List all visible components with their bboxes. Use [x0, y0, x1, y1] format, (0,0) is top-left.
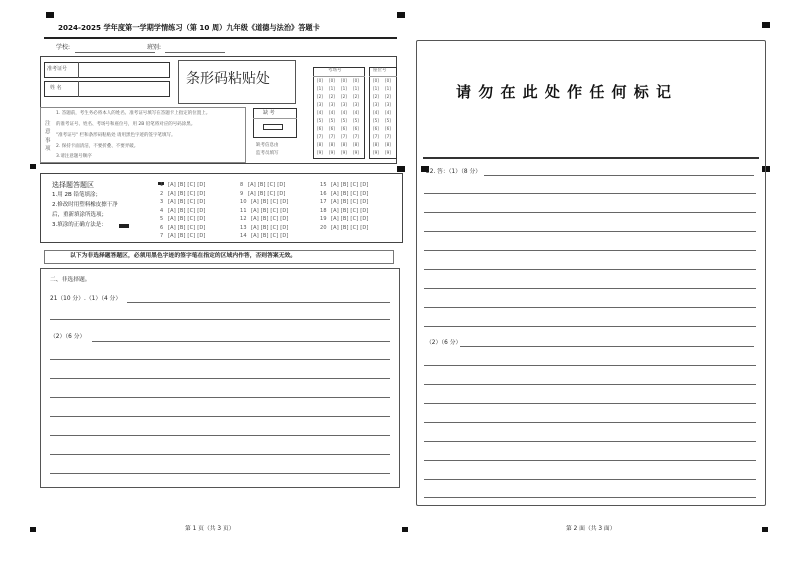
id-field[interactable] — [79, 63, 169, 77]
answer-line[interactable] — [424, 441, 756, 442]
choice-instruction: 后，重新填涂所选项； — [52, 212, 108, 218]
absent-label: 缺 考 — [263, 110, 275, 116]
note-line: "准考证号" 栏和条形码粘贴处 请用黑色字迹的签字笔填写。 — [56, 133, 176, 138]
question-number: 6 — [160, 224, 164, 231]
digit-bubble[interactable]: [7] — [373, 134, 379, 139]
filled-example — [119, 224, 129, 228]
answer-line[interactable] — [424, 231, 756, 232]
question-number: 15 — [320, 182, 327, 188]
digit-bubble[interactable]: [6] — [329, 126, 335, 131]
question-number: 1 — [160, 182, 164, 188]
digit-bubble[interactable]: [9] — [317, 150, 323, 155]
digit-bubble[interactable]: [2] — [329, 94, 335, 99]
choice-options[interactable]: [A] [B] [C] [D] — [168, 207, 206, 214]
digit-bubble[interactable]: [1] — [317, 86, 323, 91]
name-label: 姓 名 — [50, 85, 62, 91]
digit-bubble[interactable]: [0] — [385, 78, 391, 83]
digit-bubble[interactable]: [7] — [317, 134, 323, 139]
answer-line[interactable] — [127, 302, 390, 303]
choice-options[interactable]: [A] [B] [C] [D] — [331, 182, 369, 188]
digit-bubble[interactable]: [5] — [385, 118, 391, 123]
choice-instruction: 2.修改时用塑料橡皮擦干净 — [52, 202, 118, 208]
digit-bubble[interactable]: [5] — [317, 118, 323, 123]
question-number: 17 — [320, 199, 327, 205]
digit-bubble[interactable]: [6] — [385, 126, 391, 131]
digit-bubble[interactable]: [4] — [329, 110, 335, 115]
answer-line[interactable] — [424, 307, 756, 308]
digit-bubble[interactable]: [5] — [353, 118, 359, 123]
digit-bubble[interactable]: [9] — [373, 150, 379, 155]
choice-options[interactable]: [A] [B] [C] [D] — [168, 233, 206, 239]
question-number: 11 — [240, 207, 247, 214]
answer-line[interactable] — [424, 422, 756, 423]
digit-bubble[interactable]: [8] — [353, 142, 359, 147]
page-footer-1: 第 1 页（共 3 页） — [185, 526, 235, 532]
registration-mark — [402, 527, 408, 532]
digit-bubble[interactable]: [0] — [317, 78, 323, 83]
choice-options[interactable]: [A] [B] [C] [D] — [251, 199, 289, 205]
digit-bubble[interactable]: [5] — [373, 118, 379, 123]
digit-bubble[interactable]: [9] — [341, 150, 347, 155]
id-label: 准考证号 — [47, 66, 68, 72]
registration-mark — [46, 12, 54, 18]
answer-line[interactable] — [92, 341, 390, 342]
no-mark-notice: 请 勿 在 此 处 作 任 何 标 记 — [456, 83, 673, 101]
digit-bubble[interactable]: [6] — [353, 126, 359, 131]
choice-options[interactable]: [A] [B] [C] [D] — [331, 207, 369, 214]
digit-bubble[interactable]: [7] — [329, 134, 335, 139]
digit-bubble[interactable]: [7] — [385, 134, 391, 139]
answer-line[interactable] — [424, 250, 756, 251]
divider-rule — [423, 157, 759, 159]
choice-options[interactable]: [A] [B] [C] [D] — [331, 216, 369, 222]
absent-note: 缺考信息由 — [256, 143, 279, 148]
choice-options[interactable]: [A] [B] [C] [D] — [251, 216, 289, 222]
digit-bubble[interactable]: [3] — [341, 102, 347, 107]
answer-line[interactable] — [424, 193, 756, 194]
digit-bubble[interactable]: [3] — [385, 102, 391, 107]
choice-options[interactable]: [A] [B] [C] [D] — [248, 190, 286, 197]
digit-bubble[interactable]: [3] — [353, 102, 359, 107]
question-number: 4 — [160, 207, 164, 214]
question-number: 5 — [160, 216, 164, 222]
page-title: 2024-2025 学年度第一学期学情练习（第 10 周）九年级《道德与法治》答题卡 — [58, 23, 320, 32]
answer-line[interactable] — [50, 435, 390, 436]
note-line: 3.请注意题号顺序 — [56, 154, 92, 159]
section-heading: 二、非选择题。 — [50, 277, 91, 283]
registration-mark — [30, 164, 36, 169]
question-number: 9 — [240, 190, 244, 197]
choice-instruction: 1.用 2B 铅笔填涂； — [52, 192, 102, 198]
answer-line[interactable] — [424, 497, 756, 498]
digit-bubble[interactable]: [0] — [329, 78, 335, 83]
digit-bubble[interactable]: [6] — [341, 126, 347, 131]
digit-bubble[interactable]: [8] — [341, 142, 347, 147]
digit-bubble[interactable]: [9] — [385, 150, 391, 155]
digit-bubble[interactable]: [3] — [317, 102, 323, 107]
digit-bubble[interactable]: [3] — [373, 102, 379, 107]
digit-bubble[interactable]: [9] — [353, 150, 359, 155]
answer-line[interactable] — [424, 384, 756, 385]
answer-line[interactable] — [424, 326, 756, 327]
name-field[interactable] — [79, 82, 169, 96]
answer-line[interactable] — [424, 403, 756, 404]
digit-bubble[interactable]: [2] — [353, 94, 359, 99]
digit-bubble[interactable]: [4] — [317, 110, 323, 115]
question-number: 2 — [160, 190, 164, 197]
class-field[interactable] — [165, 52, 225, 53]
title-rule — [44, 37, 397, 39]
digit-bubble[interactable]: [7] — [353, 134, 359, 139]
choice-title: 选择题答题区 — [52, 181, 94, 189]
choice-options[interactable]: [A] [B] [C] [D] — [251, 207, 289, 214]
registration-mark — [30, 527, 36, 532]
answer-line[interactable] — [50, 319, 390, 320]
digit-bubble[interactable]: [1] — [329, 86, 335, 91]
notes-side-label: 注 意 事 项 — [45, 121, 51, 152]
question-number: 3 — [160, 199, 164, 205]
answer-line[interactable] — [484, 175, 754, 176]
note-line: 2. 保持卡面清洁，不要折叠、不要弄破。 — [56, 144, 139, 149]
barcode-label: 条形码粘贴处 — [186, 71, 270, 87]
digit-bubble[interactable]: [4] — [353, 110, 359, 115]
digit-bubble[interactable]: [9] — [329, 150, 335, 155]
digit-bubble[interactable]: [5] — [341, 118, 347, 123]
registration-mark — [762, 22, 770, 28]
digit-bubble[interactable]: [2] — [317, 94, 323, 99]
class-label: 班别: — [147, 44, 162, 51]
note-line: 的准考证号、姓名、考场号和座位号，用 2B 铅笔将对应的号码涂黑。 — [56, 122, 196, 127]
question-number: 19 — [320, 216, 327, 222]
warning-text: 以下为非选择题答题区，必须用黑色字迹的签字笔在指定的区域内作答，否则答案无效。 — [70, 253, 297, 259]
answer-line[interactable] — [424, 460, 756, 461]
digit-bubble[interactable]: [4] — [373, 110, 379, 115]
digit-bubble[interactable]: [1] — [373, 86, 379, 91]
absent-note: 监考员填写 — [256, 151, 279, 156]
answer-line[interactable] — [424, 269, 756, 270]
digit-bubble[interactable]: [1] — [341, 86, 347, 91]
answer-line[interactable] — [424, 479, 756, 480]
choice-options[interactable]: [A] [B] [C] [D] — [168, 190, 206, 197]
digit-bubble[interactable]: [1] — [353, 86, 359, 91]
digit-bubble[interactable]: [8] — [373, 142, 379, 147]
note-line: 1. 答题前，考生务必将本人的姓名、准考证号填写在答题卡上指定的位置上。 — [56, 111, 211, 116]
choice-options[interactable]: [A] [B] [C] [D] — [168, 182, 206, 188]
school-field[interactable] — [75, 52, 155, 53]
digit-bubble[interactable]: [8] — [329, 142, 335, 147]
q22-label: 22. 答：（1）（8 分） — [426, 169, 482, 175]
choice-options[interactable]: [A] [B] [C] [D] — [331, 224, 369, 231]
digit-bubble[interactable]: [8] — [317, 142, 323, 147]
digit-bubble[interactable]: [2] — [385, 94, 391, 99]
choice-options[interactable]: [A] [B] [C] [D] — [331, 190, 369, 197]
answer-line[interactable] — [424, 288, 756, 289]
q21-label: 21（10 分）.（1）（4 分） — [50, 296, 122, 302]
digit-bubble[interactable]: [6] — [317, 126, 323, 131]
question-number: 18 — [320, 207, 327, 214]
digit-bubble[interactable]: [4] — [385, 110, 391, 115]
question-number: 12 — [240, 216, 247, 222]
choice-options[interactable]: [A] [B] [C] [D] — [168, 224, 206, 231]
answer-line[interactable] — [50, 416, 390, 417]
registration-mark — [397, 166, 405, 172]
answer-area-right — [416, 40, 766, 506]
question-number: 10 — [240, 199, 247, 205]
digit-bubble[interactable]: [3] — [329, 102, 335, 107]
question-number: 8 — [240, 182, 244, 188]
question-number: 14 — [240, 233, 247, 239]
answer-line[interactable] — [460, 346, 754, 347]
question-number: 20 — [320, 224, 327, 231]
digit-bubble[interactable]: [2] — [373, 94, 379, 99]
question-number: 16 — [320, 190, 327, 197]
answer-line[interactable] — [50, 454, 390, 455]
answer-line[interactable] — [424, 365, 756, 366]
choice-options[interactable]: [A] [B] [C] [D] — [168, 199, 206, 205]
q22-2-label: （2）（6 分） — [426, 340, 462, 346]
school-label: 学校: — [56, 44, 71, 51]
digit-bubble[interactable]: [4] — [341, 110, 347, 115]
page-footer-2: 第 2 面（共 3 面） — [566, 526, 616, 532]
absent-mark-box[interactable] — [263, 124, 283, 130]
kaochang-label: 考场号 — [328, 68, 342, 73]
question-number: 7 — [160, 233, 164, 239]
question-number: 13 — [240, 224, 247, 231]
digit-bubble[interactable]: [5] — [329, 118, 335, 123]
choice-options[interactable]: [A] [B] [C] [D] — [331, 199, 369, 205]
digit-bubble[interactable]: [2] — [341, 94, 347, 99]
digit-bubble[interactable]: [0] — [373, 78, 379, 83]
absent-box — [253, 108, 297, 138]
choice-options[interactable]: [A] [B] [C] [D] — [251, 233, 289, 239]
answer-line[interactable] — [50, 378, 390, 379]
answer-line[interactable] — [50, 359, 390, 360]
digit-bubble[interactable]: [0] — [341, 78, 347, 83]
digit-bubble[interactable]: [6] — [373, 126, 379, 131]
choice-options[interactable]: [A] [B] [C] [D] — [168, 216, 206, 222]
registration-mark — [397, 12, 405, 18]
q21-2-label: （2）（6 分） — [50, 334, 86, 340]
choice-options[interactable]: [A] [B] [C] [D] — [251, 224, 289, 231]
choice-instruction: 3.填涂的正确方法是： — [52, 222, 107, 228]
digit-bubble[interactable]: [1] — [385, 86, 391, 91]
registration-mark — [762, 527, 768, 532]
answer-line[interactable] — [50, 397, 390, 398]
digit-bubble[interactable]: [7] — [341, 134, 347, 139]
zuowei-label: 座位号 — [373, 68, 387, 73]
choice-options[interactable]: [A] [B] [C] [D] — [248, 182, 286, 188]
digit-bubble[interactable]: [8] — [385, 142, 391, 147]
answer-line[interactable] — [424, 212, 756, 213]
digit-bubble[interactable]: [0] — [353, 78, 359, 83]
answer-line[interactable] — [50, 473, 390, 474]
